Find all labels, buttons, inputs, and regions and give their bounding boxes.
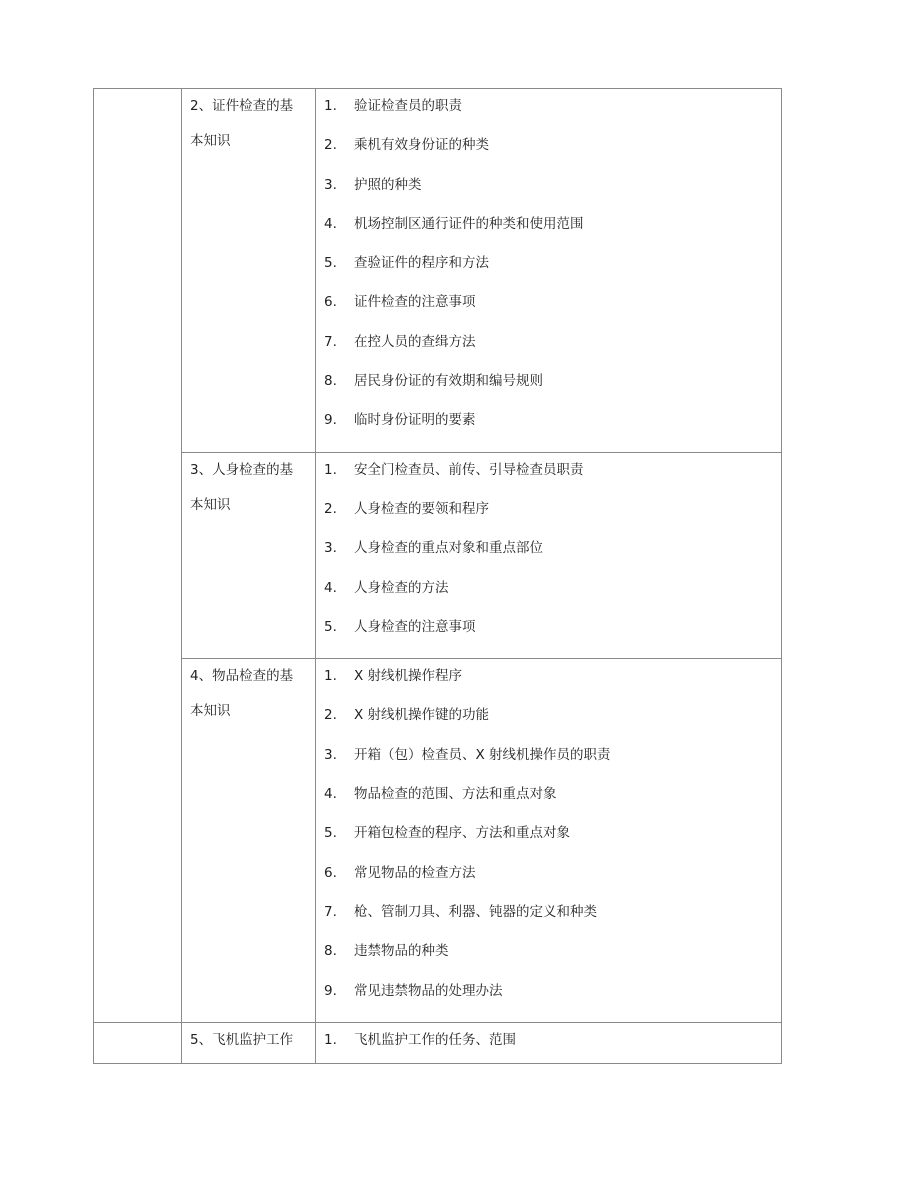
item-text: 证件检查的注意事项 xyxy=(354,294,476,311)
item-list xyxy=(316,659,781,1022)
item-number: 4. xyxy=(324,579,337,596)
topic-cell xyxy=(182,1022,316,1063)
item-number: 6. xyxy=(324,294,337,311)
items-cell xyxy=(316,452,782,658)
item-text: 验证检查员的职责 xyxy=(354,98,462,114)
item-number: 5. xyxy=(324,825,337,842)
topic-title: 4、物品检查的基 xyxy=(190,668,294,685)
item-text: 查验证件的程序和方法 xyxy=(354,255,489,272)
topic-title: 3、人身检查的基 xyxy=(190,461,294,478)
list-item xyxy=(316,96,781,135)
item-number: 5. xyxy=(324,618,337,635)
item-text: 物品检查的范围、方法和重点对象 xyxy=(354,786,557,803)
item-number: 4. xyxy=(324,786,337,803)
list-item xyxy=(316,745,781,784)
item-number: 2. xyxy=(324,707,337,724)
list-item xyxy=(316,538,781,577)
item-text: 在控人员的查缉方法 xyxy=(354,333,476,350)
list-item xyxy=(316,863,781,902)
item-text: 人身检查的注意事项 xyxy=(354,618,476,635)
list-item xyxy=(316,253,781,292)
item-number: 9. xyxy=(324,412,337,429)
list-item xyxy=(316,666,781,705)
item-number: 2. xyxy=(324,137,337,154)
list-item xyxy=(316,617,781,656)
item-number: 7. xyxy=(324,333,337,350)
item-text: 机场控制区通行证件的种类和使用范围 xyxy=(354,215,584,232)
list-item xyxy=(316,941,781,980)
item-number: 1. xyxy=(324,98,337,114)
item-number: 8. xyxy=(324,943,337,960)
topic-title-cont: 本知识 xyxy=(190,133,231,149)
list-item xyxy=(316,371,781,410)
item-number: 7. xyxy=(324,903,337,920)
items-cell xyxy=(316,659,782,1023)
curriculum-table xyxy=(93,88,782,1064)
item-text: 常见违禁物品的处理办法 xyxy=(354,982,503,999)
item-number: 3. xyxy=(324,176,337,193)
list-item xyxy=(316,902,781,941)
item-number: 3. xyxy=(324,540,337,557)
item-number: 1. xyxy=(324,461,337,478)
item-list xyxy=(316,89,781,452)
table-row xyxy=(94,452,782,658)
item-text: 居民身份证的有效期和编号规则 xyxy=(354,373,543,390)
table-row xyxy=(94,1022,782,1063)
item-number: 4. xyxy=(324,215,337,232)
item-list xyxy=(316,453,781,658)
item-text: 枪、管制刀具、利器、钝器的定义和种类 xyxy=(354,903,597,920)
topic-cell xyxy=(182,89,316,453)
items-cell xyxy=(316,1022,782,1063)
item-text: X 射线机操作程序 xyxy=(354,668,463,685)
topic-title-cont: 本知识 xyxy=(190,703,231,720)
blank-cell xyxy=(94,89,182,1023)
item-text: 乘机有效身份证的种类 xyxy=(354,137,489,154)
topic-cell xyxy=(182,452,316,658)
list-item xyxy=(316,981,781,1020)
item-number: 1. xyxy=(324,668,337,685)
item-text: 安全门检查员、前传、引导检查员职责 xyxy=(354,461,584,478)
item-text: 护照的种类 xyxy=(354,176,422,193)
list-item xyxy=(316,292,781,331)
topic-cell xyxy=(182,659,316,1023)
item-number: 2. xyxy=(324,500,337,517)
item-text: 开箱包检查的程序、方法和重点对象 xyxy=(354,825,570,842)
item-number: 5. xyxy=(324,255,337,272)
list-item xyxy=(316,499,781,538)
list-item xyxy=(316,578,781,617)
item-number: 9. xyxy=(324,982,337,999)
topic-title: 5、飞机监护工作 xyxy=(190,1031,294,1048)
list-item xyxy=(316,214,781,253)
list-item xyxy=(316,784,781,823)
list-item xyxy=(316,460,781,499)
list-item xyxy=(316,410,781,449)
item-list xyxy=(316,1023,781,1063)
item-text: X 射线机操作键的功能 xyxy=(354,707,490,724)
table-row xyxy=(94,89,782,453)
item-text: 常见物品的检查方法 xyxy=(354,864,476,881)
item-text: 人身检查的重点对象和重点部位 xyxy=(354,540,543,557)
item-number: 8. xyxy=(324,373,337,390)
blank-cell xyxy=(94,1022,182,1063)
item-text: 临时身份证明的要素 xyxy=(354,412,476,429)
item-number: 1. xyxy=(324,1031,337,1048)
list-item xyxy=(316,332,781,371)
items-cell xyxy=(316,89,782,453)
list-item xyxy=(316,175,781,214)
list-item xyxy=(316,705,781,744)
topic-title: 2、证件检查的基 xyxy=(190,98,294,114)
list-item xyxy=(316,823,781,862)
item-number: 3. xyxy=(324,746,337,763)
list-item xyxy=(316,1030,781,1063)
item-text: 违禁物品的种类 xyxy=(354,943,449,960)
item-number: 6. xyxy=(324,864,337,881)
list-item xyxy=(316,135,781,174)
item-text: 人身检查的要领和程序 xyxy=(354,500,489,517)
item-text: 人身检查的方法 xyxy=(354,579,449,596)
topic-title-cont: 本知识 xyxy=(190,496,231,513)
item-text: 飞机监护工作的任务、范围 xyxy=(354,1031,516,1048)
table-row xyxy=(94,659,782,1023)
item-text: 开箱（包）检查员、X 射线机操作员的职责 xyxy=(354,746,611,763)
